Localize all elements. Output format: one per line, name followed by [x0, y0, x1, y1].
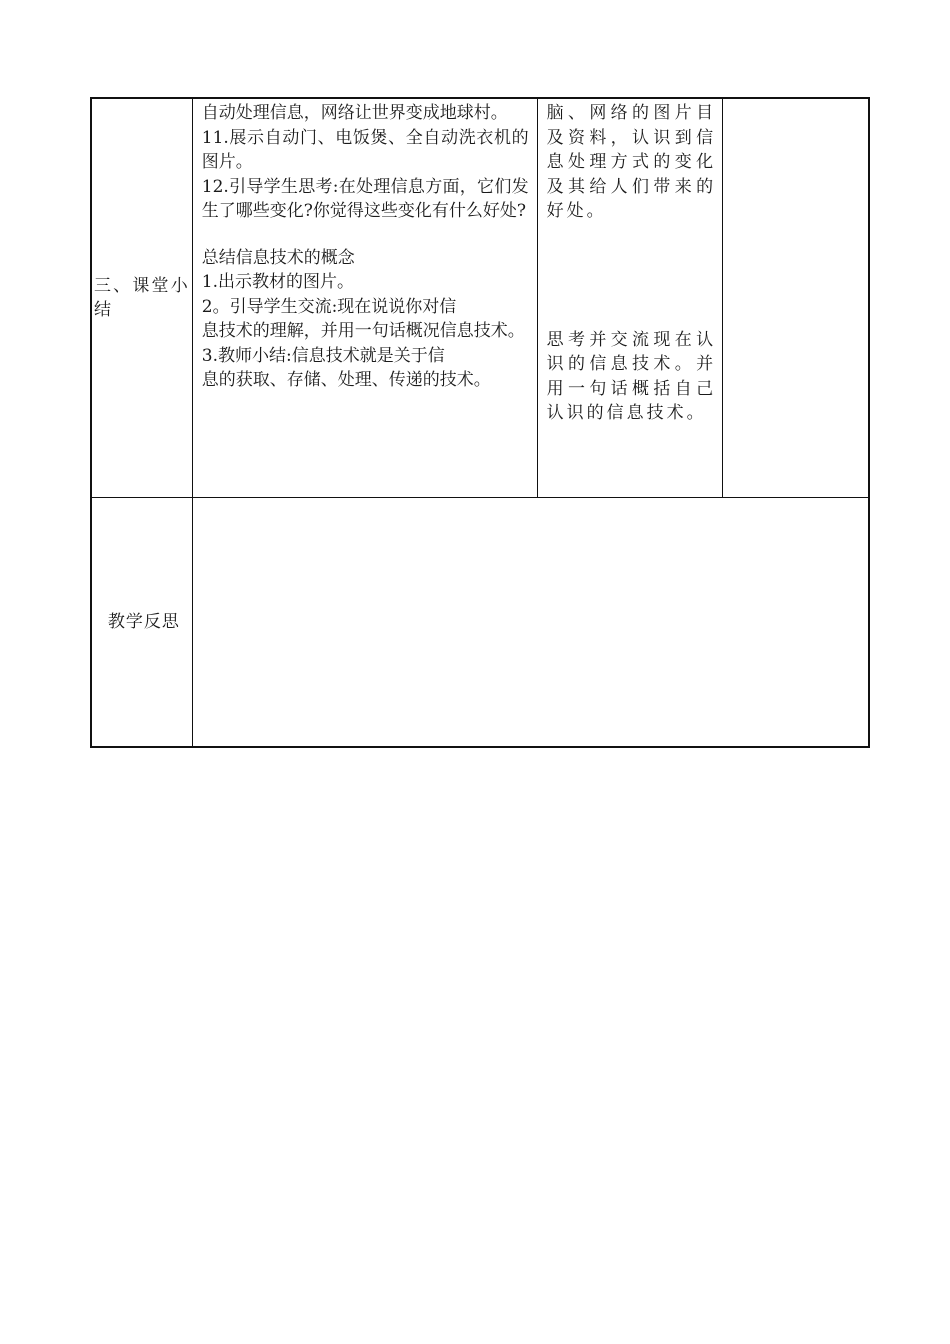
teacher-line: 自动处理信息，网络让世界变成地球村。 — [201, 103, 508, 123]
reflection-label-cell — [91, 498, 192, 748]
stage-label: 三、课堂小结 — [94, 275, 190, 320]
stage-cell — [91, 98, 192, 498]
teacher-line: 息技术的理解，并用一句话概况信息技术。 — [201, 321, 525, 341]
teacher-line: 1.出示教材的图片。 — [201, 272, 354, 292]
teacher-line: 2。引导学生交流:现在说说你对信 — [201, 296, 457, 317]
blank-line — [202, 224, 529, 246]
teacher-line: 总结信息技术的概念 — [201, 247, 355, 268]
teacher-line: 3.教师小结:信息技术就是关于信 — [201, 345, 445, 366]
notes-cell — [723, 98, 869, 498]
teacher-line: 12.引导学生思考:在处理信息方面，它们发生了哪些变化?你觉得这些变化有什么好处? — [201, 176, 529, 221]
student-text-2: 思考并交流现在认识的信息技术。并用一句话概括自己认识的信息技术。 — [546, 329, 717, 423]
student-activity-cell — [537, 98, 722, 498]
teacher-line: 息的获取、存储、处理、传递的技术。 — [201, 370, 491, 390]
student-text-1: 脑、网络的图片目及资料，认识到信息处理方式的变化及其给人们带来的好处。 — [546, 103, 717, 221]
teacher-line: 11.展示自动门、电饭煲、全自动洗衣机的图片。 — [201, 127, 529, 172]
reflection-label: 教学反思 — [107, 611, 180, 632]
teacher-activity-cell — [192, 98, 537, 498]
lesson-plan-table — [90, 97, 870, 748]
table-row-class-summary — [91, 98, 869, 498]
reflection-content-cell — [192, 498, 869, 748]
table-row-reflection — [91, 498, 869, 748]
